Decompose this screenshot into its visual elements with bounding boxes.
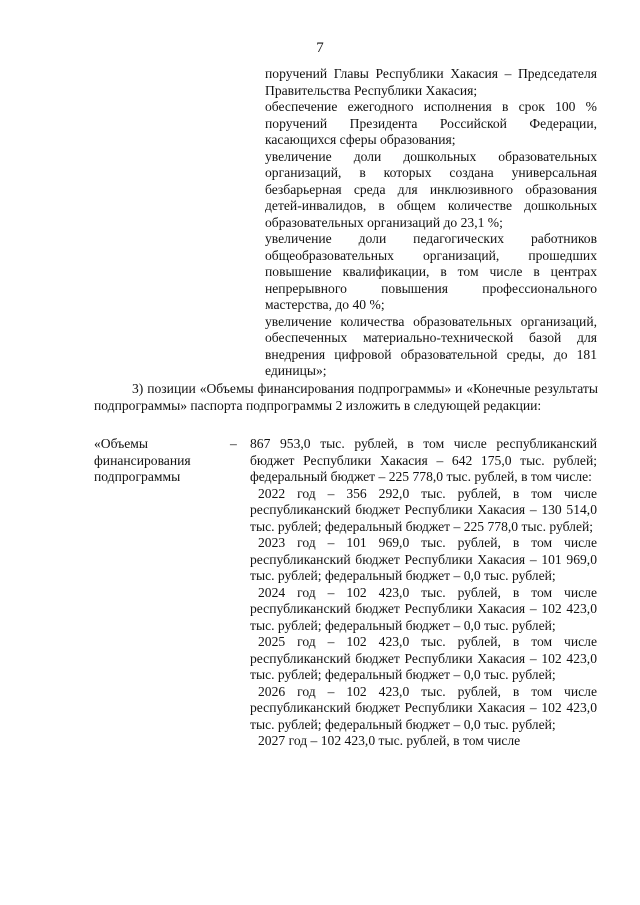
results-item: обеспечение ежегодного исполнения в срок 100 % поручений Президента Российской Федерации, касающихся сферы образования; [265, 99, 597, 147]
financing-year: 2024 год – 102 423,0 тыс. рублей, в том числе республиканский бюджет Республики Хакасия – 102 423,0 тыс. рублей; федеральный бюджет – 0,0 тыс. рублей; [250, 584, 597, 633]
results-list [265, 66, 597, 380]
financing-label: «Объемы финансирования подпрограммы [94, 436, 191, 484]
financing-year: 2023 год – 101 969,0 тыс. рублей, в том числе республиканский бюджет Республики Хакасия – 101 969,0 тыс. рублей; федеральный бюджет – 0,0 тыс. рублей; [250, 535, 597, 583]
amendment-text: 3) позиции «Объемы финансирования подпрограммы» и «Конечные результаты подпрограммы» паспорта подпрограммы 2 изложить в следующей редакции: [94, 381, 598, 413]
financing-dash: – [230, 436, 237, 451]
results-item: увеличение количества образовательных организаций, обеспеченных материально-технической базой для внедрения цифровой образовательной среды, до 181 единицы»; [265, 313, 597, 378]
financing-year: 2025 год – 102 423,0 тыс. рублей, в том числе республиканский бюджет Республики Хакасия – 102 423,0 тыс. рублей; федеральный бюджет – 0,0 тыс. рублей; [250, 634, 597, 682]
financing-year: 2022 год – 356 292,0 тыс. рублей, в том числе республиканский бюджет Республики Хакасия – 130 514,0 тыс. рублей; федеральный бюджет – 225 778,0 тыс. рублей; [250, 485, 597, 534]
results-item: увеличение доли педагогических работников общеобразовательных организаций, прошедших повышение квалификации, в том числе в центрах непрерывного повышения профессионального мастерства, до 40 %; [265, 231, 597, 312]
results-item: поручений Главы Республики Хакасия – Председателя Правительства Республики Хакасия; [265, 66, 597, 98]
page-number: 7 [316, 40, 324, 56]
results-item: увеличение доли дошкольных образовательных организаций, в которых создана универсальная безбарьерная среда для инклюзивного образования детей-инвалидов, в общем количестве дошкольных образовательных организаций до 23,1 %; [265, 148, 597, 230]
financing-year: 2026 год – 102 423,0 тыс. рублей, в том числе республиканский бюджет Республики Хакасия – 102 423,0 тыс. рублей; федеральный бюджет – 0,0 тыс. рублей; [250, 683, 597, 732]
amendment-item-3 [94, 381, 598, 414]
financing-label-cell [94, 436, 234, 486]
financing-total: 867 953,0 тыс. рублей, в том числе республиканский бюджет Республики Хакасия – 642 175,0 тыс. рублей; федеральный бюджет – 225 778,0 тыс. рублей, в том числе: [250, 436, 597, 484]
financing-body [250, 436, 597, 750]
financing-year: 2027 год – 102 423,0 тыс. рублей, в том числе [258, 733, 521, 748]
